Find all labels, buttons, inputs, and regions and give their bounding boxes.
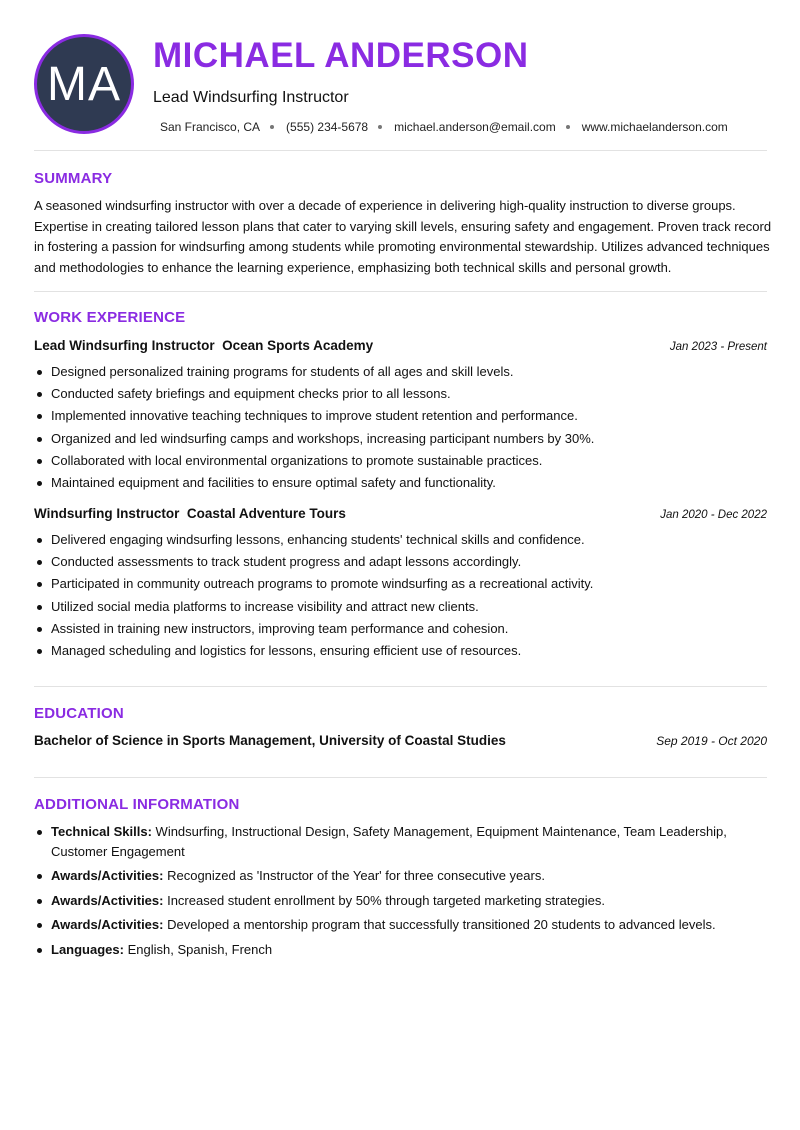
job-bullet: Conducted assessments to track student progress and adapt lessons accordingly.: [34, 551, 774, 573]
additional-item-label: Awards/Activities:: [51, 868, 164, 883]
avatar-initials: MA: [47, 57, 121, 111]
additional-item-text: Recognized as 'Instructor of the Year' for three consecutive years.: [167, 868, 545, 883]
job-title: Lead Windsurfing Instructor Ocean Sports Academy: [34, 338, 374, 353]
education-dates: Sep 2019 - Oct 2020: [656, 734, 767, 748]
additional-item-label: Languages:: [51, 941, 124, 957]
summary-heading: SUMMARY: [34, 170, 113, 187]
job-bullet: Utilized social media platforms to increase visibility and attract new clients.: [34, 596, 774, 618]
avatar: [34, 34, 134, 134]
education-entry: [34, 733, 767, 748]
job-bullet: Managed scheduling and logistics for lessons, ensuring efficient use of resources.: [34, 640, 774, 662]
job-bullet: Participated in community outreach programs to promote windsurfing as a recreational activity.: [34, 573, 774, 595]
contact-line: [160, 120, 728, 134]
job-bullets: [34, 529, 774, 662]
additional-information-heading: ADDITIONAL INFORMATION: [34, 796, 240, 813]
divider: [34, 777, 767, 778]
additional-item: [34, 866, 774, 886]
work-experience-heading: WORK EXPERIENCE: [34, 309, 186, 326]
contact-website[interactable]: www.michaelanderson.com: [581, 120, 728, 134]
job-bullet: Organized and led windsurfing camps and workshops, increasing participant numbers by 30%.: [34, 428, 774, 450]
additional-item-text: Developed a mentorship program that successfully transitioned 20 students to advanced levels.: [167, 917, 716, 932]
additional-item: [34, 822, 774, 861]
job-header: [34, 338, 767, 353]
contact-phone[interactable]: (555) 234-5678: [286, 120, 369, 134]
job-bullet: Collaborated with local environmental organizations to promote sustainable practices.: [34, 450, 774, 472]
additional-item-label: Awards/Activities:: [51, 917, 164, 932]
additional-item: [34, 940, 774, 960]
additional-item-text: Windsurfing, Instructional Design, Safety Management, Equipment Maintenance, Team Leadership, Customer Engagement: [51, 824, 727, 859]
contact-email[interactable]: michael.anderson@email.com: [394, 120, 556, 134]
divider: [34, 150, 767, 151]
additional-item-text: Increased student enrollment by 50% through targeted marketing strategies.: [167, 892, 606, 908]
separator-dot: [270, 125, 274, 129]
additional-item: [34, 891, 774, 911]
candidate-name: MICHAEL ANDERSON: [153, 36, 529, 75]
job-bullet: Designed personalized training programs for students of all ages and skill levels.: [34, 361, 774, 383]
candidate-title: Lead Windsurfing Instructor: [153, 89, 349, 106]
additional-item: [34, 915, 774, 935]
additional-information-list: [34, 822, 774, 964]
separator-dot: [378, 125, 382, 129]
divider: [34, 291, 767, 292]
job-bullet: Delivered engaging windsurfing lessons, enhancing students' technical skills and confidence.: [34, 529, 774, 551]
additional-item-text: English, Spanish, French: [127, 941, 273, 957]
job-dates: Jan 2023 - Present: [669, 341, 767, 353]
contact-location: San Francisco, CA: [160, 120, 261, 134]
job-bullet: Conducted safety briefings and equipment checks prior to all lessons.: [34, 383, 774, 405]
divider: [34, 686, 767, 687]
job-title: Windsurfing Instructor Coastal Adventure Tours: [34, 506, 346, 521]
separator-dot: [566, 125, 570, 129]
job-bullet: Implemented innovative teaching techniques to improve student retention and performance.: [34, 405, 774, 427]
job-header: [34, 506, 767, 521]
additional-item-label: Technical Skills:: [51, 824, 152, 839]
additional-item-label: Awards/Activities:: [51, 892, 164, 908]
job-bullet: Assisted in training new instructors, improving team performance and cohesion.: [34, 618, 774, 640]
education-heading: EDUCATION: [34, 705, 124, 722]
job-bullet: Maintained equipment and facilities to ensure optimal safety and functionality.: [34, 472, 774, 494]
job-dates: Jan 2020 - Dec 2022: [660, 509, 767, 521]
education-degree: Bachelor of Science in Sports Management, University of Coastal Studies: [34, 733, 506, 748]
summary-text: A seasoned windsurfing instructor with over a decade of experience in delivering high-quality instruction to diverse groups. Expertise in creating tailored lesson plans that cater to varying skill levels, ensuring safety and engagement. Proven track record in fostering a passion for windsurfing among students while promoting environmental stewardship. Utilizes advanced techniques and methodologies to enhance the learning experience, emphasizing both technical skills and personal growth.: [34, 198, 772, 275]
job-bullets: [34, 361, 774, 494]
